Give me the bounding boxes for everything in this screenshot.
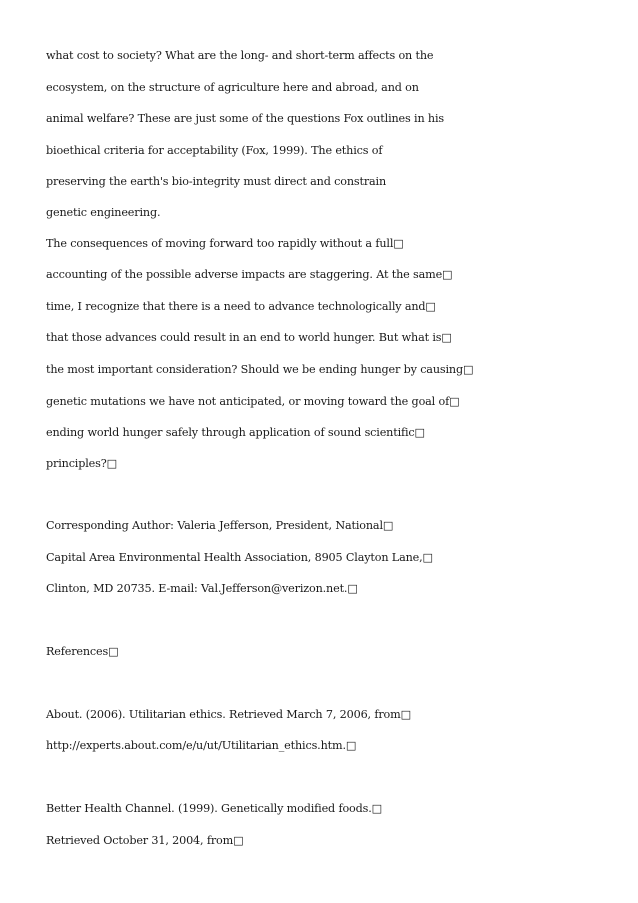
author-info-line: Corresponding Author: Valeria Jefferson, President, National□ xyxy=(46,519,394,532)
body-text-line: that those advances could result in an end to world hunger. But what is□ xyxy=(46,331,452,344)
body-text-line: preserving the earth's bio-integrity must direct and constrain xyxy=(46,175,387,188)
body-text-line: time, I recognize that there is a need to advance technologically and□ xyxy=(46,300,436,313)
body-text-line: what cost to society? What are the long- and short-term affects on the xyxy=(46,49,434,62)
body-text-line: animal welfare? These are just some of the questions Fox outlines in his xyxy=(46,112,444,125)
body-text-line: The consequences of moving forward too rapidly without a full□ xyxy=(46,237,404,250)
reference-line: Better Health Channel. (1999). Genetically modified foods.□ xyxy=(46,802,383,815)
body-text-line: accounting of the possible adverse impacts are staggering. At the same□ xyxy=(46,268,453,281)
body-text-line: the most important consideration? Should we be ending hunger by causing□ xyxy=(46,363,474,376)
reference-line: http://experts.about.com/e/u/ut/Utilitarian_ethics.htm.□ xyxy=(46,739,357,752)
body-text-line: bioethical criteria for acceptability (Fox, 1999). The ethics of xyxy=(46,144,383,157)
author-info-line: Capital Area Environmental Health Association, 8905 Clayton Lane,□ xyxy=(46,551,433,564)
body-text-line: principles?□ xyxy=(46,457,118,470)
body-text-line: genetic mutations we have not anticipated, or moving toward the goal of□ xyxy=(46,395,460,408)
body-text-line: genetic engineering. xyxy=(46,206,161,219)
author-info-line: Clinton, MD 20735. E-mail: Val.Jefferson@verizon.net.□ xyxy=(46,582,358,595)
body-text-line: ending world hunger safely through application of sound scientific□ xyxy=(46,426,425,439)
reference-line: About. (2006). Utilitarian ethics. Retrieved March 7, 2006, from□ xyxy=(46,708,412,721)
references-heading: References□ xyxy=(46,645,119,658)
reference-line: Retrieved October 31, 2004, from□ xyxy=(46,834,244,847)
body-text-line: ecosystem, on the structure of agriculture here and abroad, and on xyxy=(46,81,419,94)
